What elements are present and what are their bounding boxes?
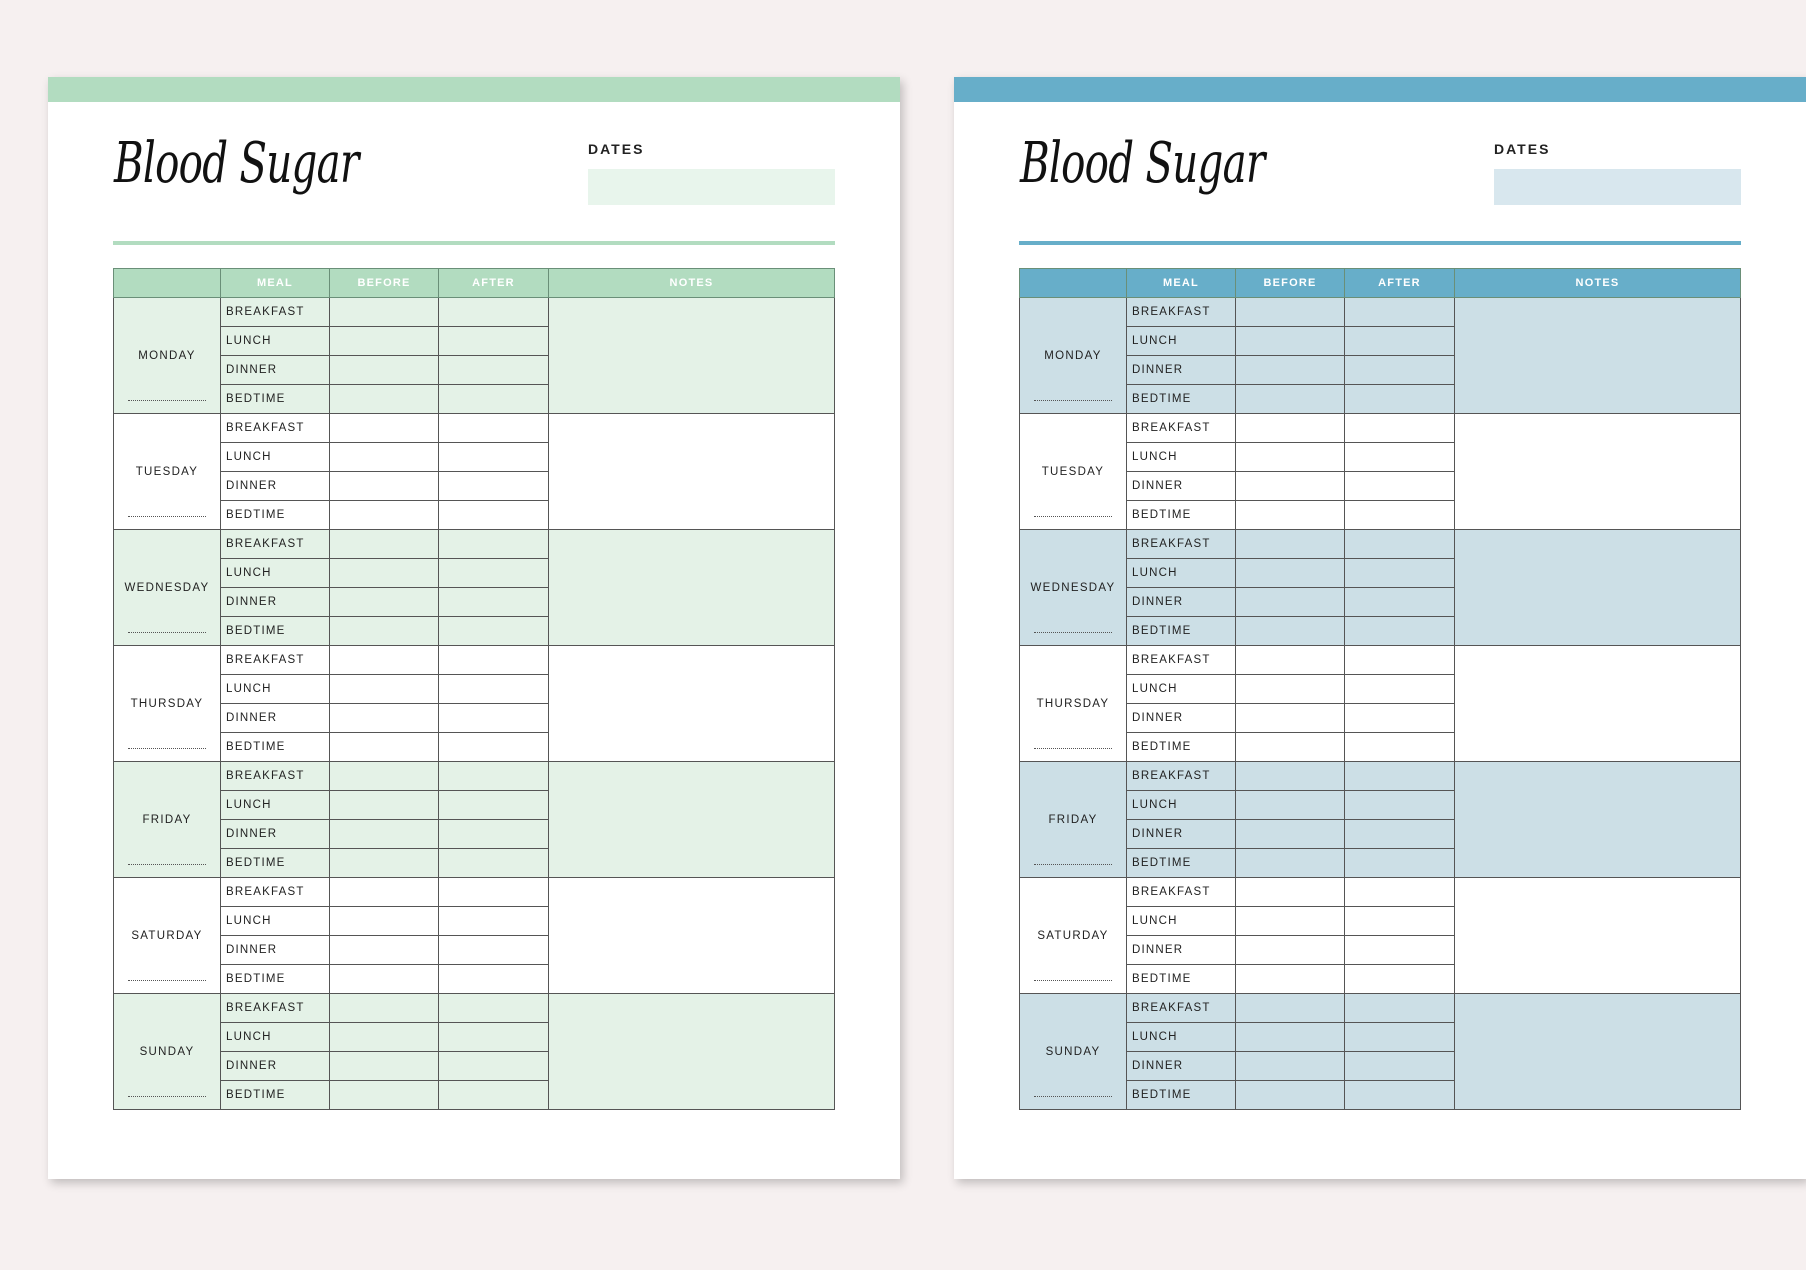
meal-label: BEDTIME [221,501,330,530]
before-reading-cell[interactable] [330,443,439,472]
table-row [114,414,835,443]
after-reading-cell[interactable] [1345,559,1455,588]
day-label [114,298,221,414]
before-reading-cell[interactable] [1236,994,1345,1023]
meal-label: LUNCH [1127,443,1236,472]
date-dotted-line[interactable] [1034,632,1112,633]
before-reading-cell[interactable] [330,936,439,965]
day-label [1020,646,1127,762]
meal-label: LUNCH [221,791,330,820]
after-reading-cell[interactable] [1345,472,1455,501]
date-dotted-line[interactable] [128,1096,206,1097]
table-row [1020,414,1741,443]
notes-cell[interactable] [549,530,835,646]
day-label [1020,878,1127,994]
header-day [114,269,221,298]
after-reading-cell[interactable] [439,675,549,704]
notes-cell[interactable] [1455,646,1741,762]
after-reading-cell[interactable] [1345,1052,1455,1081]
after-reading-cell[interactable] [1345,501,1455,530]
planner-page-green [48,77,900,1179]
after-reading-cell[interactable] [1345,530,1455,559]
header-notes: NOTES [549,269,835,298]
before-reading-cell[interactable] [330,414,439,443]
before-reading-cell[interactable] [1236,936,1345,965]
before-reading-cell[interactable] [330,617,439,646]
before-reading-cell[interactable] [1236,414,1345,443]
meal-label: BREAKFAST [1127,414,1236,443]
date-dotted-line[interactable] [1034,748,1112,749]
day-label [1020,414,1127,530]
date-dotted-line[interactable] [1034,864,1112,865]
meal-label: BREAKFAST [1127,530,1236,559]
day-name: SATURDAY [1037,929,1109,942]
meal-label: BEDTIME [1127,1081,1236,1110]
page-title: Blood Sugar [114,131,359,196]
day-name: FRIDAY [142,813,192,826]
after-reading-cell[interactable] [1345,994,1455,1023]
meal-label: BEDTIME [1127,617,1236,646]
after-reading-cell[interactable] [439,356,549,385]
table-row [1020,762,1741,791]
after-reading-cell[interactable] [439,559,549,588]
after-reading-cell[interactable] [1345,733,1455,762]
dates-label: DATES [588,141,645,157]
after-reading-cell[interactable] [1345,849,1455,878]
meal-label: BEDTIME [221,849,330,878]
meal-label: DINNER [221,936,330,965]
after-reading-cell[interactable] [439,298,549,327]
day-label [114,994,221,1110]
header-after: AFTER [439,269,549,298]
day-label [114,878,221,994]
meal-label: BREAKFAST [221,414,330,443]
after-reading-cell[interactable] [439,530,549,559]
meal-label: DINNER [221,472,330,501]
date-dotted-line[interactable] [128,632,206,633]
meal-label: BREAKFAST [1127,646,1236,675]
meal-label: LUNCH [221,675,330,704]
day-name: SATURDAY [131,929,203,942]
date-dotted-line[interactable] [1034,400,1112,401]
before-reading-cell[interactable] [330,298,439,327]
top-color-band [954,77,1806,102]
before-reading-cell[interactable] [1236,1023,1345,1052]
meal-label: BREAKFAST [221,298,330,327]
after-reading-cell[interactable] [439,385,549,414]
after-reading-cell[interactable] [1345,588,1455,617]
before-reading-cell[interactable] [1236,733,1345,762]
before-reading-cell[interactable] [1236,472,1345,501]
meal-label: BEDTIME [221,617,330,646]
meal-label: BREAKFAST [221,878,330,907]
before-reading-cell[interactable] [1236,849,1345,878]
before-reading-cell[interactable] [1236,704,1345,733]
after-reading-cell[interactable] [439,1052,549,1081]
before-reading-cell[interactable] [330,646,439,675]
before-reading-cell[interactable] [1236,530,1345,559]
meal-label: BREAKFAST [221,762,330,791]
after-reading-cell[interactable] [1345,617,1455,646]
day-label [114,530,221,646]
after-reading-cell[interactable] [439,994,549,1023]
before-reading-cell[interactable] [330,675,439,704]
day-name: TUESDAY [1041,465,1105,478]
meal-label: BEDTIME [1127,501,1236,530]
date-dotted-line[interactable] [128,864,206,865]
before-reading-cell[interactable] [1236,965,1345,994]
meal-label: BEDTIME [1127,385,1236,414]
after-reading-cell[interactable] [439,965,549,994]
after-reading-cell[interactable] [439,936,549,965]
date-dotted-line[interactable] [1034,516,1112,517]
meal-label: BREAKFAST [221,530,330,559]
meal-label: BREAKFAST [1127,762,1236,791]
before-reading-cell[interactable] [1236,443,1345,472]
before-reading-cell[interactable] [1236,356,1345,385]
day-label [1020,762,1127,878]
meal-label: BEDTIME [221,965,330,994]
before-reading-cell[interactable] [330,733,439,762]
before-reading-cell[interactable] [1236,646,1345,675]
before-reading-cell[interactable] [1236,298,1345,327]
date-dotted-line[interactable] [128,980,206,981]
before-reading-cell[interactable] [1236,675,1345,704]
after-reading-cell[interactable] [1345,704,1455,733]
after-reading-cell[interactable] [1345,907,1455,936]
before-reading-cell[interactable] [1236,385,1345,414]
before-reading-cell[interactable] [330,907,439,936]
before-reading-cell[interactable] [330,385,439,414]
dates-label: DATES [1494,141,1551,157]
planner-page-blue [954,77,1806,1179]
table-row [1020,646,1741,675]
after-reading-cell[interactable] [1345,936,1455,965]
header-after: AFTER [1345,269,1455,298]
before-reading-cell[interactable] [1236,907,1345,936]
header-notes: NOTES [1455,269,1741,298]
after-reading-cell[interactable] [439,849,549,878]
after-reading-cell[interactable] [1345,385,1455,414]
day-label [114,414,221,530]
notes-cell[interactable] [549,994,835,1110]
notes-cell[interactable] [1455,994,1741,1110]
notes-cell[interactable] [549,298,835,414]
table-row [114,530,835,559]
header-before: BEFORE [330,269,439,298]
blood-sugar-log-table [1019,268,1741,1110]
blood-sugar-log-table [113,268,835,1110]
day-name: FRIDAY [1048,813,1098,826]
header-meal: MEAL [221,269,330,298]
meal-label: DINNER [221,1052,330,1081]
after-reading-cell[interactable] [1345,443,1455,472]
date-dotted-line[interactable] [128,748,206,749]
after-reading-cell[interactable] [1345,327,1455,356]
before-reading-cell[interactable] [330,762,439,791]
before-reading-cell[interactable] [1236,617,1345,646]
day-label [114,762,221,878]
before-reading-cell[interactable] [330,530,439,559]
day-label [114,646,221,762]
day-label [1020,298,1127,414]
after-reading-cell[interactable] [1345,1023,1455,1052]
meal-label: LUNCH [221,1023,330,1052]
table-row [114,994,835,1023]
day-name: MONDAY [1044,349,1102,362]
notes-cell[interactable] [549,414,835,530]
dates-field[interactable] [1494,169,1741,205]
meal-label: LUNCH [221,327,330,356]
after-reading-cell[interactable] [439,327,549,356]
meal-label: BREAKFAST [1127,878,1236,907]
page-title: Blood Sugar [1020,131,1265,196]
meal-label: DINNER [221,356,330,385]
after-reading-cell[interactable] [439,762,549,791]
after-reading-cell[interactable] [439,878,549,907]
meal-label: LUNCH [1127,1023,1236,1052]
title-divider [113,241,835,245]
meal-label: DINNER [1127,356,1236,385]
table-row [1020,298,1741,327]
meal-label: DINNER [221,820,330,849]
meal-label: DINNER [1127,936,1236,965]
before-reading-cell[interactable] [330,327,439,356]
after-reading-cell[interactable] [439,820,549,849]
after-reading-cell[interactable] [439,907,549,936]
meal-label: DINNER [1127,588,1236,617]
before-reading-cell[interactable] [1236,1052,1345,1081]
header-day [1020,269,1127,298]
notes-cell[interactable] [549,762,835,878]
after-reading-cell[interactable] [1345,298,1455,327]
after-reading-cell[interactable] [1345,762,1455,791]
table-row [1020,530,1741,559]
after-reading-cell[interactable] [439,588,549,617]
notes-cell[interactable] [1455,414,1741,530]
before-reading-cell[interactable] [330,965,439,994]
date-dotted-line[interactable] [128,400,206,401]
meal-label: DINNER [221,588,330,617]
meal-label: BEDTIME [1127,965,1236,994]
after-reading-cell[interactable] [439,1081,549,1110]
notes-cell[interactable] [1455,530,1741,646]
meal-label: LUNCH [1127,907,1236,936]
notes-cell[interactable] [1455,762,1741,878]
meal-label: BEDTIME [1127,849,1236,878]
after-reading-cell[interactable] [1345,675,1455,704]
meal-label: DINNER [1127,472,1236,501]
meal-label: DINNER [1127,704,1236,733]
before-reading-cell[interactable] [330,1023,439,1052]
day-name: TUESDAY [135,465,199,478]
day-label [1020,530,1127,646]
meal-label: BREAKFAST [1127,298,1236,327]
after-reading-cell[interactable] [1345,820,1455,849]
before-reading-cell[interactable] [330,356,439,385]
date-dotted-line[interactable] [1034,980,1112,981]
before-reading-cell[interactable] [330,994,439,1023]
meal-label: DINNER [1127,820,1236,849]
meal-label: LUNCH [221,443,330,472]
meal-label: DINNER [1127,1052,1236,1081]
meal-label: LUNCH [221,559,330,588]
header-meal: MEAL [1127,269,1236,298]
meal-label: BEDTIME [221,385,330,414]
meal-label: LUNCH [221,907,330,936]
after-reading-cell[interactable] [439,1023,549,1052]
date-dotted-line[interactable] [128,516,206,517]
after-reading-cell[interactable] [439,501,549,530]
meal-label: BREAKFAST [221,994,330,1023]
before-reading-cell[interactable] [330,791,439,820]
title-divider [1019,241,1741,245]
day-label [1020,994,1127,1110]
after-reading-cell[interactable] [439,443,549,472]
table-row [114,762,835,791]
notes-cell[interactable] [1455,878,1741,994]
before-reading-cell[interactable] [330,559,439,588]
before-reading-cell[interactable] [1236,559,1345,588]
meal-label: BEDTIME [1127,733,1236,762]
before-reading-cell[interactable] [1236,501,1345,530]
day-name: WEDNESDAY [124,581,210,594]
meal-label: BEDTIME [221,1081,330,1110]
before-reading-cell[interactable] [1236,327,1345,356]
table-row [1020,878,1741,907]
after-reading-cell[interactable] [439,472,549,501]
meal-label: DINNER [221,704,330,733]
after-reading-cell[interactable] [1345,356,1455,385]
date-dotted-line[interactable] [1034,1096,1112,1097]
before-reading-cell[interactable] [1236,1081,1345,1110]
before-reading-cell[interactable] [330,501,439,530]
header-before: BEFORE [1236,269,1345,298]
after-reading-cell[interactable] [1345,646,1455,675]
day-name: THURSDAY [1036,697,1110,710]
after-reading-cell[interactable] [439,617,549,646]
before-reading-cell[interactable] [1236,588,1345,617]
day-name: MONDAY [138,349,196,362]
table-row [114,878,835,907]
after-reading-cell[interactable] [1345,878,1455,907]
top-color-band [48,77,900,102]
after-reading-cell[interactable] [439,791,549,820]
day-name: WEDNESDAY [1030,581,1116,594]
dates-field[interactable] [588,169,835,205]
before-reading-cell[interactable] [1236,762,1345,791]
meal-label: LUNCH [1127,791,1236,820]
after-reading-cell[interactable] [1345,791,1455,820]
before-reading-cell[interactable] [330,1052,439,1081]
day-name: SUNDAY [1045,1045,1101,1058]
meal-label: BREAKFAST [221,646,330,675]
meal-label: BEDTIME [221,733,330,762]
before-reading-cell[interactable] [330,878,439,907]
meal-label: BREAKFAST [1127,994,1236,1023]
notes-cell[interactable] [549,878,835,994]
after-reading-cell[interactable] [439,733,549,762]
notes-cell[interactable] [549,646,835,762]
before-reading-cell[interactable] [330,849,439,878]
after-reading-cell[interactable] [439,646,549,675]
after-reading-cell[interactable] [439,414,549,443]
meal-label: LUNCH [1127,559,1236,588]
meal-label: LUNCH [1127,675,1236,704]
meal-label: LUNCH [1127,327,1236,356]
before-reading-cell[interactable] [1236,791,1345,820]
notes-cell[interactable] [1455,298,1741,414]
before-reading-cell[interactable] [1236,878,1345,907]
before-reading-cell[interactable] [330,472,439,501]
day-name: SUNDAY [139,1045,195,1058]
before-reading-cell[interactable] [330,588,439,617]
table-row [1020,994,1741,1023]
after-reading-cell[interactable] [1345,1081,1455,1110]
after-reading-cell[interactable] [439,704,549,733]
day-name: THURSDAY [130,697,204,710]
before-reading-cell[interactable] [330,1081,439,1110]
table-row [114,298,835,327]
before-reading-cell[interactable] [330,820,439,849]
after-reading-cell[interactable] [1345,965,1455,994]
before-reading-cell[interactable] [330,704,439,733]
table-row [114,646,835,675]
before-reading-cell[interactable] [1236,820,1345,849]
after-reading-cell[interactable] [1345,414,1455,443]
